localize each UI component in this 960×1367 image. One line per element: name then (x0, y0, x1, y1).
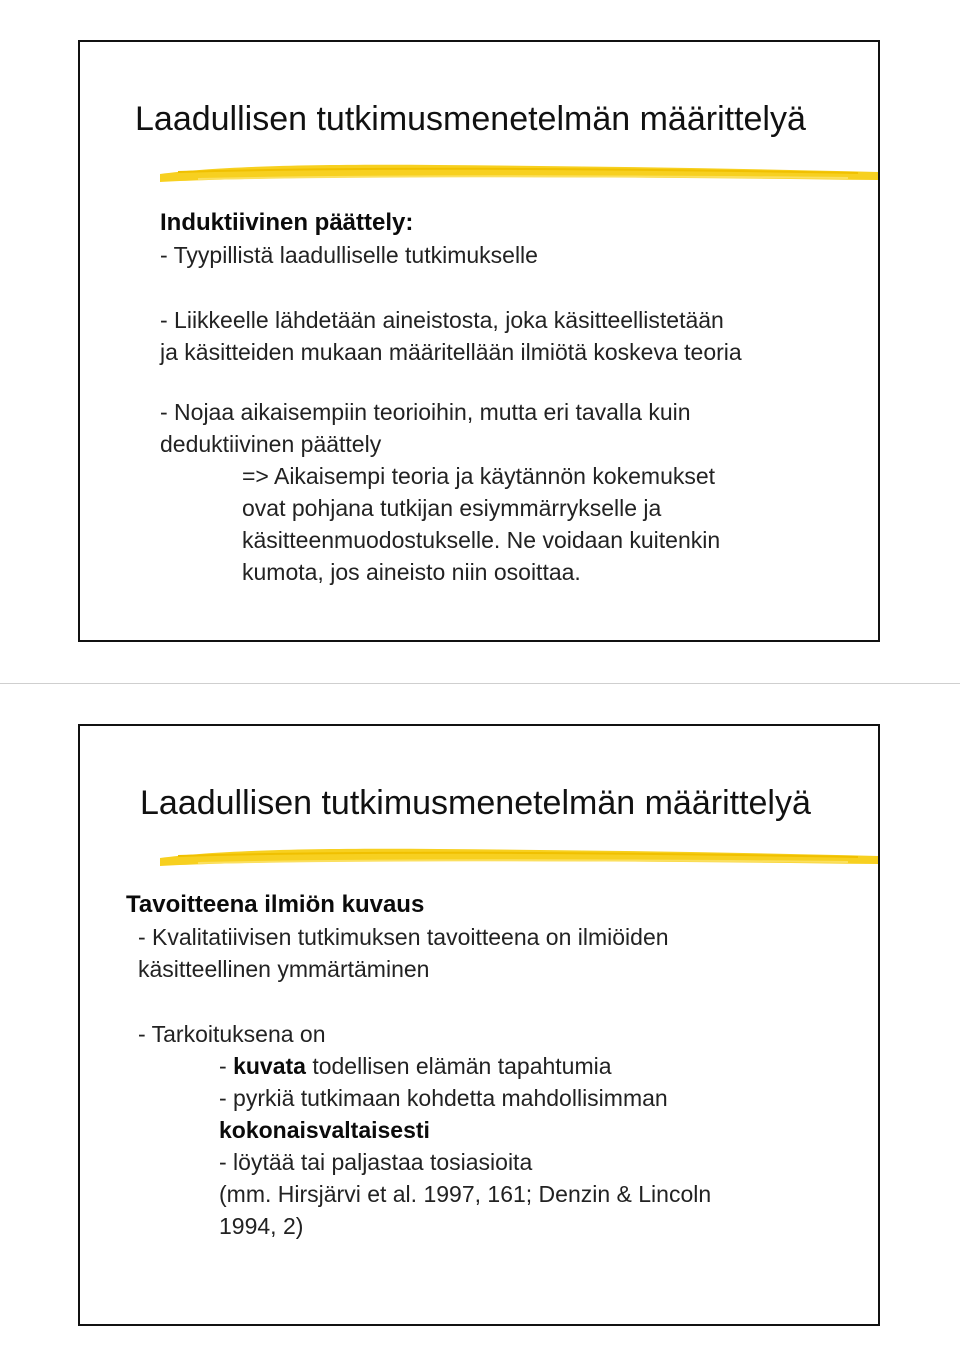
indented-line: kumota, jos aineisto niin osoittaa. (242, 559, 581, 585)
slide-title: Laadullisen tutkimusmenetelmän määrittelyä (140, 784, 811, 822)
bullet-text: todellisen elämän tapahtumia (305, 1053, 612, 1079)
bullet-item (126, 1050, 711, 1082)
text-line: ja käsitteiden mukaan määritellään ilmiötä koskeva teoria (160, 339, 742, 365)
text-line: käsitteellinen ymmärtäminen (138, 956, 430, 982)
slide-title: Laadullisen tutkimusmenetelmän määrittelyä (135, 100, 806, 138)
slide-1 (78, 40, 880, 642)
text-line: - Nojaa aikaisempiin teorioihin, mutta eri tavalla kuin (160, 399, 691, 425)
slide-content (126, 889, 711, 1242)
text-line: deduktiivinen päättely (160, 431, 382, 457)
slide-content (160, 207, 742, 588)
indented-line: => Aikaisempi teoria ja käytännön kokemukset (242, 463, 716, 489)
indented-line: ovat pohjana tutkijan esiymmärrykselle ja (242, 495, 662, 521)
bold-term: kokonaisvaltaisesti (219, 1117, 430, 1143)
reference-line: 1994, 2) (219, 1213, 304, 1239)
section-heading: Tavoitteena ilmiön kuvaus (126, 891, 425, 918)
bold-term-line (126, 1114, 711, 1146)
bullet-item: - löytää tai paljastaa tosiasioita (219, 1149, 533, 1175)
page-divider (0, 683, 960, 684)
bullet-item: - pyrkiä tutkimaan kohdetta mahdollisimman (219, 1085, 668, 1111)
indented-line: käsitteenmuodostukselle. Ne voidaan kuitenkin (242, 527, 721, 553)
text-line: - Kvalitatiivisen tutkimuksen tavoitteena on ilmiöiden (138, 924, 669, 950)
brush-underline (158, 844, 880, 872)
text-line: - Tyypillistä laadulliselle tutkimukselle (160, 242, 538, 268)
section-heading: Induktiivinen päättely: (160, 209, 414, 236)
text-line: - Liikkeelle lähdetään aineistosta, joka käsitteellistetään (160, 307, 724, 333)
bold-term: kuvata (233, 1053, 306, 1079)
text-line: - Tarkoituksena on (138, 1021, 326, 1047)
reference-line: (mm. Hirsjärvi et al. 1997, 161; Denzin & Lincoln (219, 1181, 712, 1207)
slide-2 (78, 724, 880, 1326)
brush-underline (158, 160, 880, 188)
bullet-dash: - (219, 1053, 234, 1079)
